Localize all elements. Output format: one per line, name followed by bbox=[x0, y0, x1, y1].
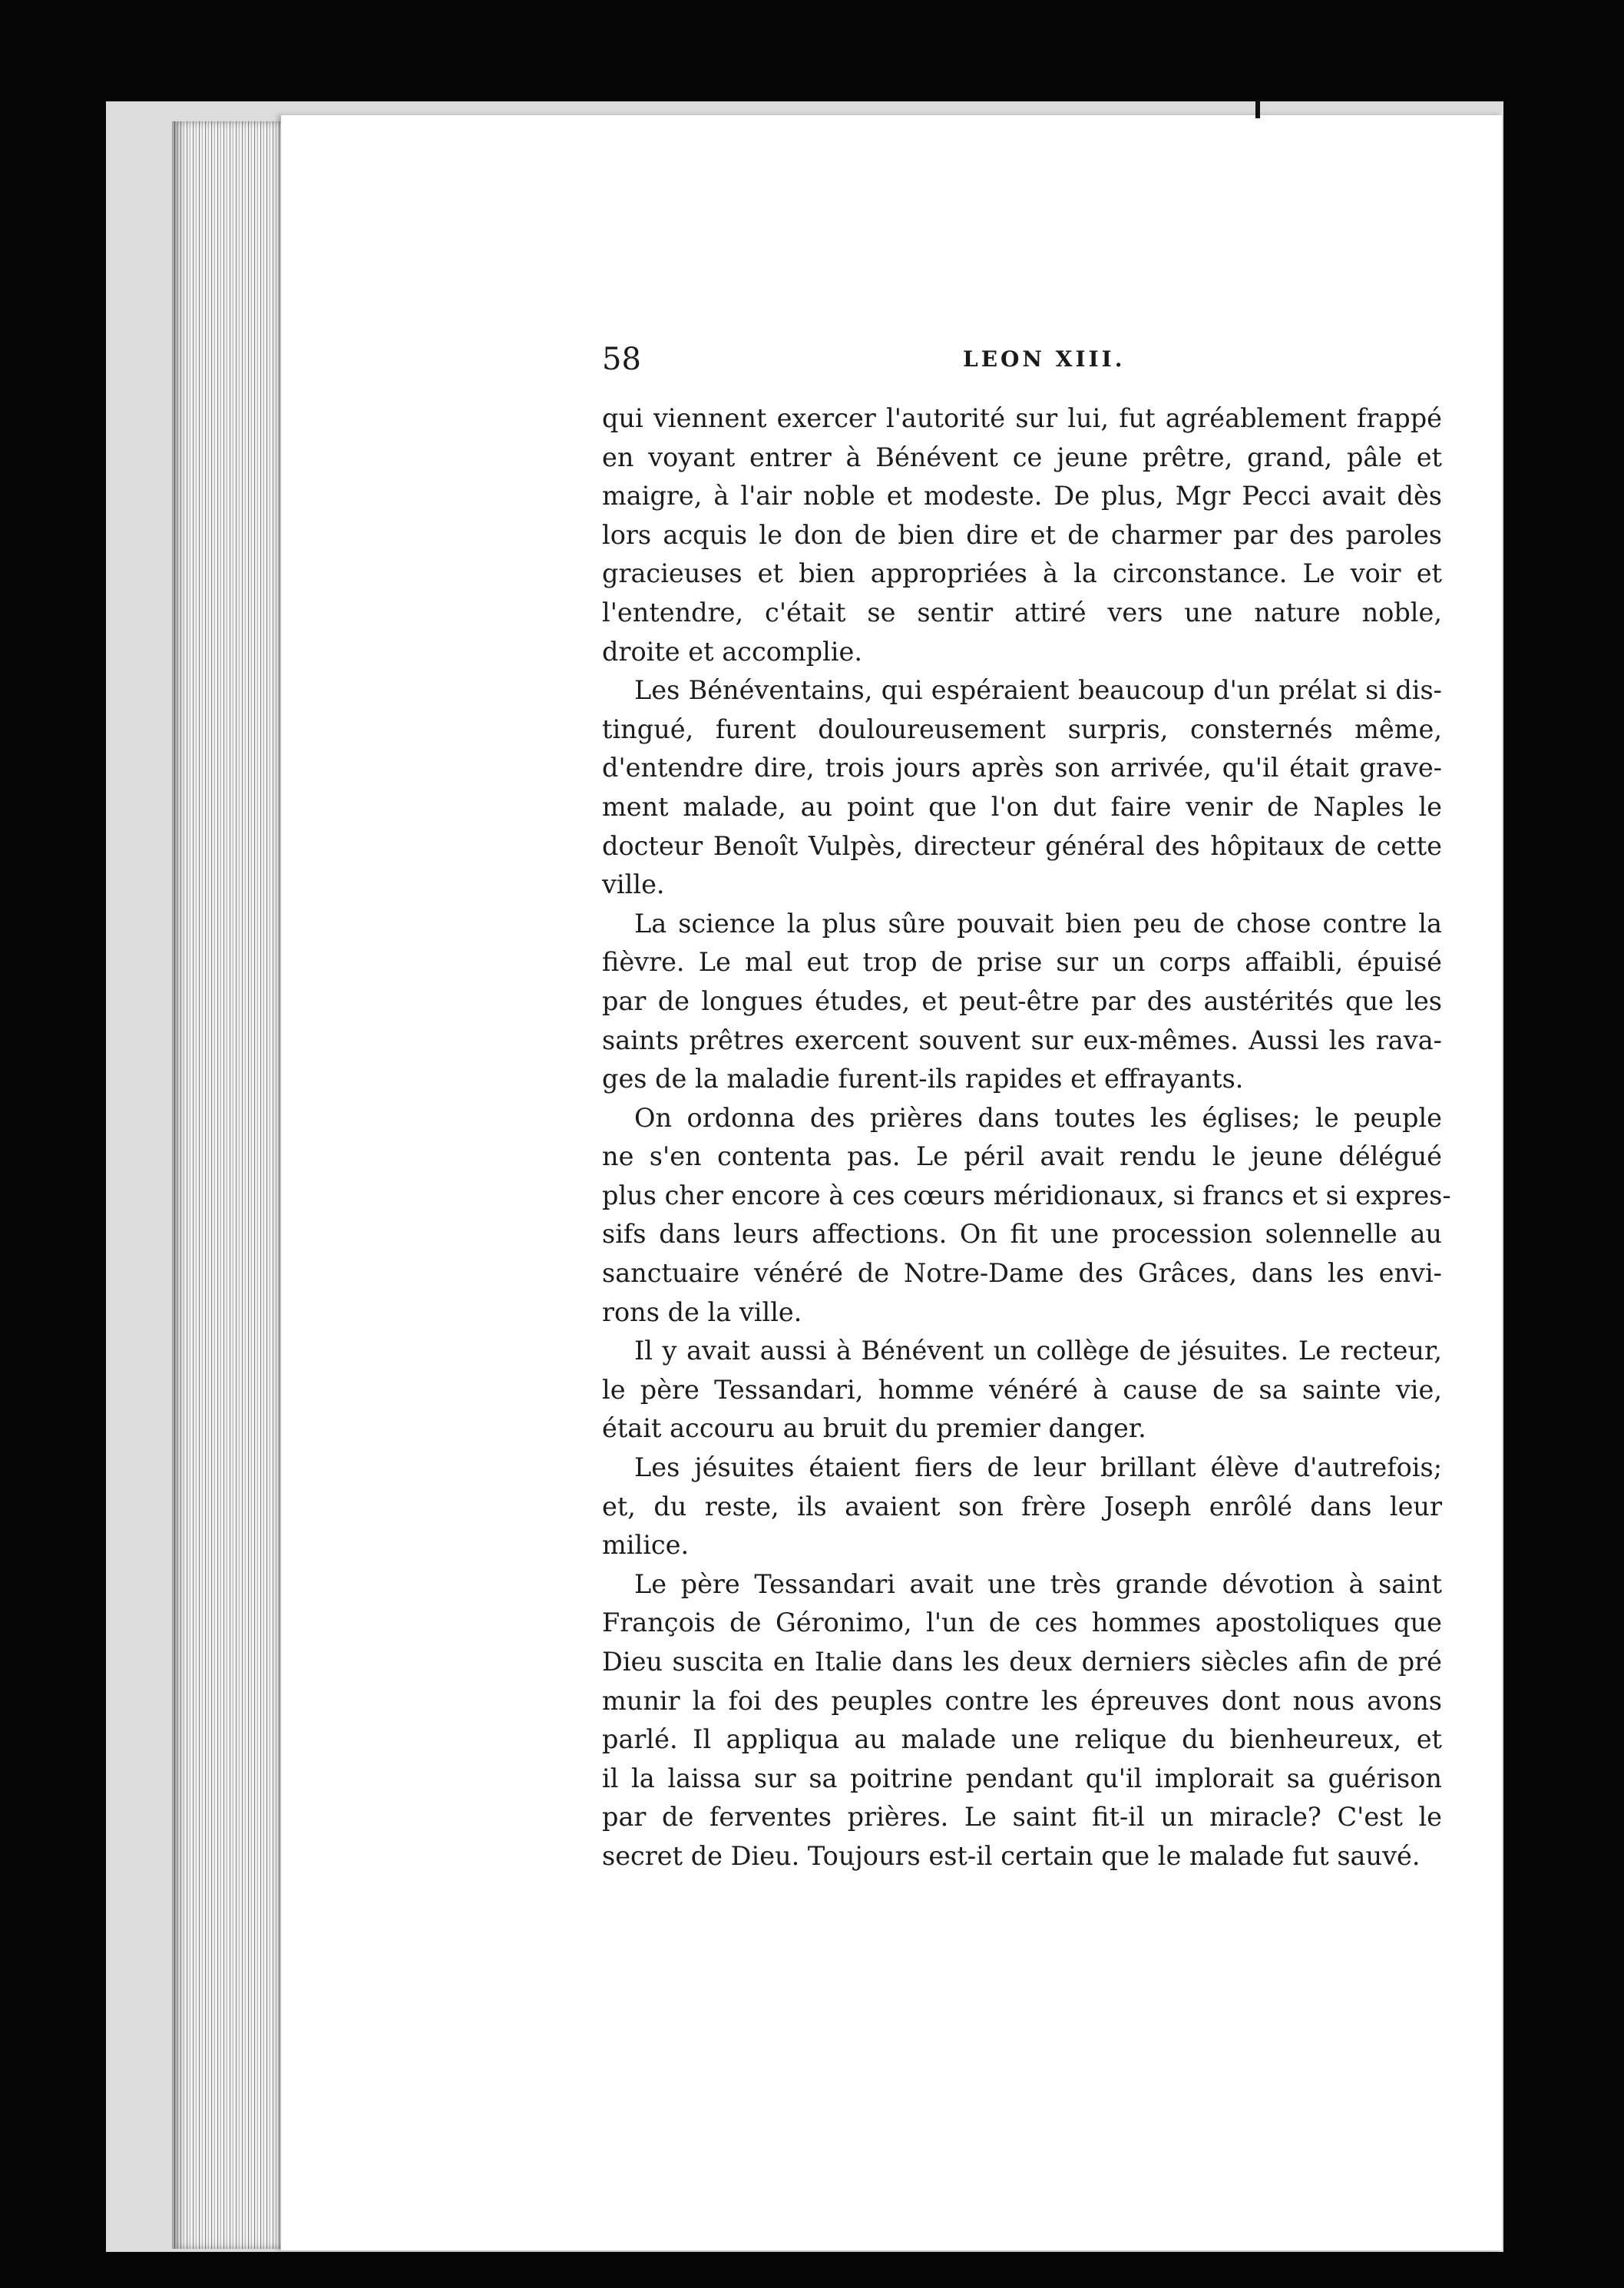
text-line: l'entendre, c'était se sentir attiré vers une nature noble, bbox=[602, 597, 1442, 627]
body-text bbox=[602, 399, 1451, 1876]
paragraph-4 bbox=[602, 1099, 1451, 1333]
text-line: était accouru au bruit du premier danger. bbox=[602, 1413, 1146, 1444]
text-line: par de ferventes prières. Le saint fit-il un miracle? C'est le bbox=[602, 1802, 1442, 1833]
text-line: en voyant entrer à Bénévent ce jeune prêtre, grand, pâle et bbox=[602, 442, 1442, 472]
text-line: Il y avait aussi à Bénévent un collège de jésuites. Le recteur, bbox=[634, 1336, 1442, 1366]
running-head bbox=[602, 336, 1442, 382]
text-line: le père Tessandari, homme vénéré à cause de sa sainte vie, bbox=[602, 1374, 1442, 1405]
text-line: Dieu suscita en Italie dans les deux derniers siècles afin de pré bbox=[602, 1647, 1442, 1677]
text-line: maigre, à l'air noble et modeste. De plus, Mgr Pecci avait dès bbox=[602, 481, 1442, 512]
text-line: saints prêtres exercent souvent sur eux-mêmes. Aussi les rava- bbox=[602, 1025, 1442, 1055]
text-line: fièvre. Le mal eut trop de prise sur un corps affaibli, épuisé bbox=[602, 947, 1442, 978]
text-line: sanctuaire vénéré de Notre-Dame des Grâces, dans les envi- bbox=[602, 1258, 1442, 1289]
text-line: par de longues études, et peut-être par des austérités que les bbox=[602, 985, 1442, 1016]
paragraph-2 bbox=[602, 671, 1442, 905]
text-line: Le père Tessandari avait une très grande dévotion à saint bbox=[634, 1568, 1442, 1599]
text-line: munir la foi des peuples contre les épreuves dont nous avons bbox=[602, 1685, 1442, 1716]
page-number: 58 bbox=[602, 342, 641, 377]
text-line: droite et accomplie. bbox=[602, 636, 862, 667]
text-line: parlé. Il appliqua au malade une relique du bienheureux, et bbox=[602, 1724, 1442, 1755]
paragraph-5 bbox=[602, 1332, 1442, 1449]
text-line: Les jésuites étaient fiers de leur brillant élève d'autrefois; bbox=[634, 1452, 1442, 1483]
paragraph-3 bbox=[602, 905, 1442, 1099]
text-line: d'entendre dire, trois jours après son arrivée, qu'il était grave- bbox=[602, 753, 1442, 783]
paragraph-7 bbox=[602, 1565, 1442, 1876]
text-line: Les Bénéventains, qui espéraient beaucoup d'un prélat si dis- bbox=[634, 675, 1442, 706]
text-line: plus cher encore à ces cœurs méridionaux, si francs et si expres- bbox=[602, 1180, 1451, 1210]
text-line: et, du reste, ils avaient son frère Joseph enrôlé dans leur bbox=[602, 1491, 1442, 1521]
text-line: François de Géronimo, l'un de ces hommes apostoliques que bbox=[602, 1608, 1442, 1638]
text-line: milice. bbox=[602, 1530, 690, 1561]
text-line: ment malade, au point que l'on dut faire venir de Naples le bbox=[602, 791, 1442, 822]
text-line: docteur Benoît Vulpès, directeur général des hôpitaux de cette bbox=[602, 830, 1442, 861]
text-line: qui viennent exercer l'autorité sur lui, fut agréablement frappé bbox=[602, 403, 1442, 433]
text-line: ne s'en contenta pas. Le péril avait rendu le jeune délégué bbox=[602, 1141, 1442, 1172]
text-line: rons de la ville. bbox=[602, 1296, 802, 1327]
text-line: lors acquis le don de bien dire et de charmer par des paroles bbox=[602, 519, 1442, 550]
text-line: tingué, furent douloureusement surpris, consternés même, bbox=[602, 714, 1442, 744]
running-title: LEON XIII. bbox=[963, 346, 1126, 372]
paragraph-1 bbox=[602, 399, 1442, 671]
paragraph-6 bbox=[602, 1449, 1442, 1565]
text-line: La science la plus sûre pouvait bien peu de chose contre la bbox=[634, 908, 1442, 939]
book-page-edges bbox=[172, 121, 286, 2249]
text-line: On ordonna des prières dans toutes les églises; le peuple bbox=[634, 1102, 1442, 1133]
text-line: gracieuses et bien appropriées à la circonstance. Le voir et bbox=[602, 558, 1442, 589]
text-line: ville. bbox=[602, 869, 665, 900]
text-line: il la laissa sur sa poitrine pendant qu'il implorait sa guérison bbox=[602, 1763, 1442, 1793]
text-line: ges de la maladie furent-ils rapides et effrayants. bbox=[602, 1064, 1244, 1094]
text-line: sifs dans leurs affections. On fit une procession solennelle au bbox=[602, 1219, 1442, 1250]
text-line: secret de Dieu. Toujours est-il certain que le malade fut sauvé. bbox=[602, 1840, 1421, 1871]
page-top-mark bbox=[1255, 100, 1260, 118]
